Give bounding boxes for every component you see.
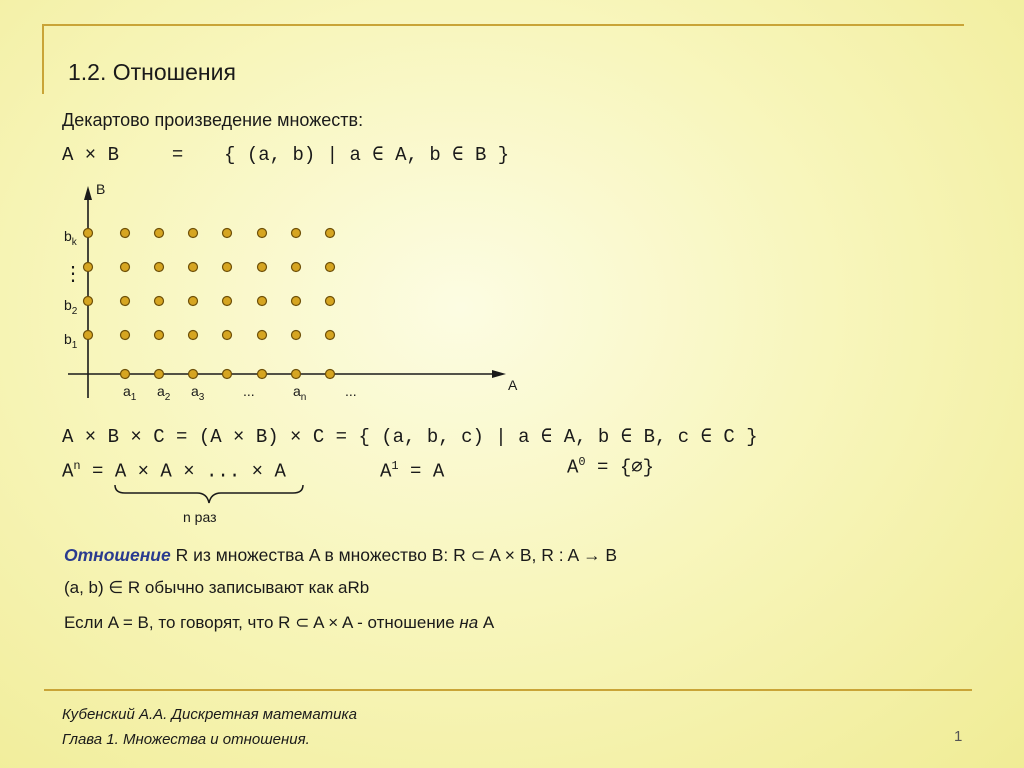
- b-label-k: $b_k$: [64, 228, 77, 248]
- a-axis-point-6: [292, 370, 301, 379]
- pair-point-4-2: [155, 331, 164, 340]
- triple-product: A × B × C = (A × B) × C = { (a, b, c) | a ∈ A, b ∈ B, c ∈ C }: [62, 426, 758, 448]
- pair-point-3-4: [223, 297, 232, 306]
- footer-author: Кубенский А.А. Дискретная математика: [62, 706, 357, 723]
- b-axis-point-3: [84, 297, 93, 306]
- axes: [68, 186, 506, 398]
- pair-point-1-5: [258, 229, 267, 238]
- power-zero: $A^0$ = {∅}: [567, 455, 655, 479]
- page-number: 1: [954, 728, 963, 745]
- pair-point-1-6: [292, 229, 301, 238]
- footer-chapter: Глава 1. Множества и отношения.: [62, 731, 310, 748]
- b-label-2: $b_2$: [64, 297, 78, 317]
- a-label-n: $a_n$: [293, 383, 307, 403]
- a-label-dots: ...: [243, 383, 255, 399]
- pair-point-3-2: [155, 297, 164, 306]
- cartesian-eq: =: [171, 144, 184, 166]
- pair-point-1-3: [189, 229, 198, 238]
- b-label-1: $b_1$: [64, 331, 78, 351]
- pair-point-3-5: [258, 297, 267, 306]
- pair-point-4-7: [326, 331, 335, 340]
- a-axis-point-5: [258, 370, 267, 379]
- power-one: $A^1 = A$: [380, 459, 445, 483]
- power-n: $A^n = A \times A$ × ... × A: [62, 459, 286, 483]
- brace-label: n раз: [183, 509, 217, 525]
- pair-point-2-2: [155, 263, 164, 272]
- b-axis-arrow-icon: [84, 186, 92, 200]
- pair-notation: (a, b) ∈ R обычно записывают как aRb: [64, 578, 370, 597]
- b-axis-point-2: [84, 263, 93, 272]
- b-label-dots: ⋮: [63, 263, 83, 285]
- pair-point-1-2: [155, 229, 164, 238]
- cartesian-lhs: A × B: [62, 144, 120, 166]
- cartesian-rhs: { (a, b) | a ∈ A, b ∈ B }: [224, 144, 510, 166]
- pair-point-3-1: [121, 297, 130, 306]
- a-axis-point-3: [189, 370, 198, 379]
- pair-point-4-3: [189, 331, 198, 340]
- relation-on-a: Если A = B, то говорят, что R ⊂ A × A - отношение на A: [64, 613, 495, 632]
- pair-point-3-3: [189, 297, 198, 306]
- a-label-2: $a_2$: [157, 383, 171, 403]
- section-subtitle: Декартово произведение множеств:: [62, 110, 364, 130]
- a-axis-arrow-icon: [492, 370, 506, 378]
- a-axis-point-4: [223, 370, 232, 379]
- pair-point-3-6: [292, 297, 301, 306]
- slide-title: 1.2. Отношения: [68, 59, 236, 85]
- pair-point-2-5: [258, 263, 267, 272]
- a-label-dots-end: ...: [345, 383, 357, 399]
- pair-point-1-4: [223, 229, 232, 238]
- b-axis-point-1: [84, 229, 93, 238]
- pair-point-2-1: [121, 263, 130, 272]
- a-axis-point-2: [155, 370, 164, 379]
- axis-b-label: B: [96, 181, 106, 197]
- pair-point-4-4: [223, 331, 232, 340]
- pair-point-2-6: [292, 263, 301, 272]
- product-dots: [84, 229, 335, 379]
- relation-term: Отношение: [64, 545, 171, 565]
- pair-point-2-4: [223, 263, 232, 272]
- a-label-1: $a_1$: [123, 383, 137, 403]
- a-label-3: $a_3$: [191, 383, 205, 403]
- relation-text: R из множества A в множество B: R ⊂ A × B, R : A → B: [170, 545, 618, 565]
- axis-a-label: A: [508, 377, 518, 393]
- pair-point-1-1: [121, 229, 130, 238]
- pair-point-4-6: [292, 331, 301, 340]
- pair-point-1-7: [326, 229, 335, 238]
- pair-point-2-7: [326, 263, 335, 272]
- n-times-brace: [113, 483, 313, 509]
- b-axis-point-4: [84, 331, 93, 340]
- pair-point-3-7: [326, 297, 335, 306]
- relation-definition: [64, 545, 617, 566]
- a-axis-point-7: [326, 370, 335, 379]
- a-axis-point-1: [121, 370, 130, 379]
- pair-point-4-5: [258, 331, 267, 340]
- pair-point-4-1: [121, 331, 130, 340]
- pair-point-2-3: [189, 263, 198, 272]
